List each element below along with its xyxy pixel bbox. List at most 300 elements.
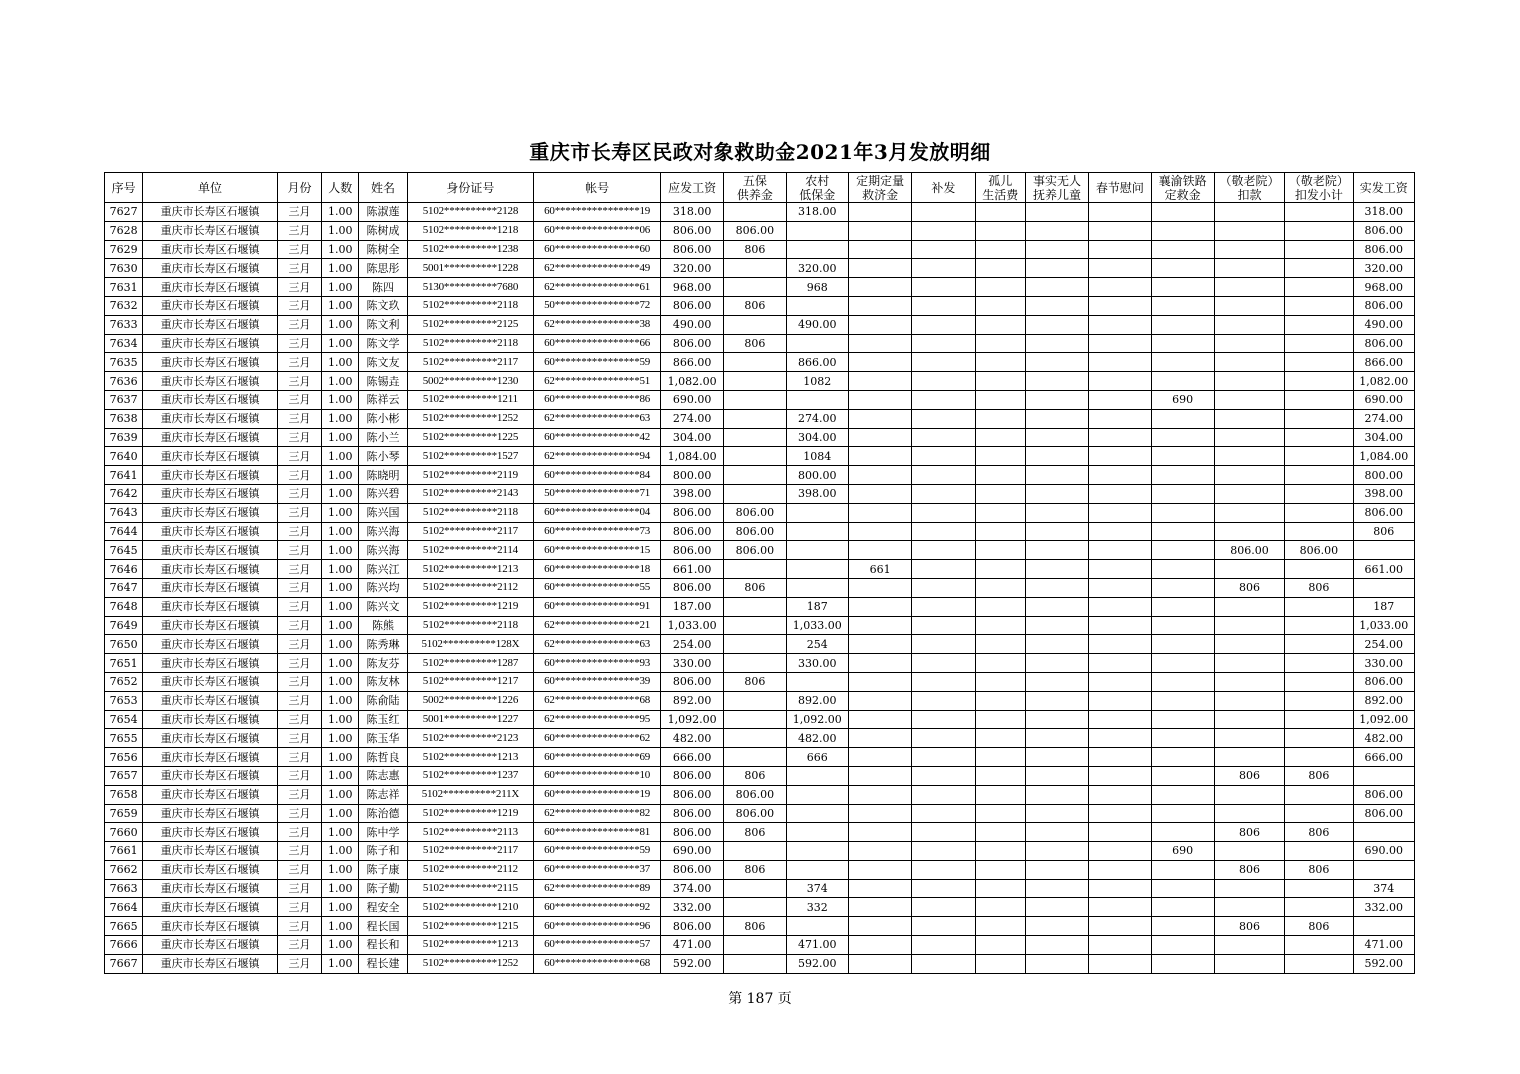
cell-jly-koufa <box>1285 654 1353 673</box>
cell-count: 1.00 <box>322 917 359 936</box>
cell-shishi <box>1025 748 1088 767</box>
cell-name: 陈玉华 <box>359 729 407 748</box>
cell-bufa <box>912 804 975 823</box>
cell-count: 1.00 <box>322 278 359 297</box>
cell-jly-koufa <box>1285 785 1353 804</box>
cell-account: 60****************96 <box>534 917 661 936</box>
cell-unit: 重庆市长寿区石堰镇 <box>143 917 278 936</box>
cell-count: 1.00 <box>322 447 359 466</box>
cell-dingqi <box>848 672 911 691</box>
cell-dingqi <box>848 203 911 222</box>
cell-jly-koufa: 806 <box>1285 917 1353 936</box>
cell-unit: 重庆市长寿区石堰镇 <box>143 484 278 503</box>
cell-actual <box>1353 917 1414 936</box>
cell-payable: 806.00 <box>660 578 723 597</box>
cell-jly-koufa <box>1285 240 1353 259</box>
cell-account: 60****************81 <box>534 823 661 842</box>
cell-dingqi <box>848 691 911 710</box>
cell-chunjie <box>1089 954 1151 973</box>
cell-shishi <box>1025 315 1088 334</box>
cell-dingqi <box>848 315 911 334</box>
cell-shishi <box>1025 296 1088 315</box>
cell-xiangyu <box>1151 710 1214 729</box>
cell-wubao <box>724 936 786 955</box>
cell-guer <box>975 654 1025 673</box>
cell-seq: 7665 <box>105 917 143 936</box>
cell-month: 三月 <box>277 954 321 973</box>
cell-wubao <box>724 390 786 409</box>
cell-jly-koufa <box>1285 936 1353 955</box>
cell-chunjie <box>1089 409 1151 428</box>
cell-seq: 7628 <box>105 221 143 240</box>
cell-bufa <box>912 278 975 297</box>
cell-dibao <box>786 578 848 597</box>
cell-name: 陈晓明 <box>359 466 407 485</box>
cell-wubao <box>724 560 786 579</box>
cell-seq: 7649 <box>105 616 143 635</box>
cell-wubao: 806 <box>724 672 786 691</box>
cell-dibao <box>786 672 848 691</box>
cell-jly-kouk <box>1214 447 1284 466</box>
cell-dingqi <box>848 334 911 353</box>
cell-guer <box>975 522 1025 541</box>
cell-name: 陈思彤 <box>359 259 407 278</box>
cell-dingqi <box>848 484 911 503</box>
cell-actual <box>1353 823 1414 842</box>
cell-account: 60****************86 <box>534 390 661 409</box>
cell-jly-kouk <box>1214 635 1284 654</box>
table-row <box>105 203 1415 222</box>
cell-dibao <box>786 804 848 823</box>
cell-shishi <box>1025 616 1088 635</box>
cell-account: 60****************42 <box>534 428 661 447</box>
header-chunjie: 春节慰问 <box>1089 173 1151 203</box>
cell-seq: 7640 <box>105 447 143 466</box>
cell-seq: 7660 <box>105 823 143 842</box>
cell-actual: 187 <box>1353 597 1414 616</box>
cell-seq: 7630 <box>105 259 143 278</box>
cell-count: 1.00 <box>322 522 359 541</box>
cell-account: 60****************37 <box>534 860 661 879</box>
cell-jly-koufa <box>1285 278 1353 297</box>
cell-month: 三月 <box>277 748 321 767</box>
cell-xiangyu <box>1151 823 1214 842</box>
cell-count: 1.00 <box>322 240 359 259</box>
cell-account: 60****************04 <box>534 503 661 522</box>
cell-xiangyu <box>1151 616 1214 635</box>
cell-id-number: 5102**********1237 <box>407 766 534 785</box>
cell-account: 60****************18 <box>534 560 661 579</box>
cell-seq: 7662 <box>105 860 143 879</box>
cell-xiangyu <box>1151 259 1214 278</box>
payment-table <box>104 172 1415 974</box>
cell-bufa <box>912 898 975 917</box>
cell-account: 60****************69 <box>534 748 661 767</box>
table-row <box>105 785 1415 804</box>
cell-dingqi <box>848 221 911 240</box>
cell-jly-kouk <box>1214 278 1284 297</box>
cell-jly-koufa <box>1285 372 1353 391</box>
cell-jly-koufa <box>1285 954 1353 973</box>
cell-dibao <box>786 334 848 353</box>
cell-jly-koufa <box>1285 428 1353 447</box>
cell-account: 60****************92 <box>534 898 661 917</box>
cell-shishi <box>1025 879 1088 898</box>
cell-month: 三月 <box>277 221 321 240</box>
cell-jly-kouk <box>1214 691 1284 710</box>
cell-actual: 490.00 <box>1353 315 1414 334</box>
cell-wubao: 806.00 <box>724 804 786 823</box>
cell-id-number: 5102**********2125 <box>407 315 534 334</box>
cell-wubao <box>724 879 786 898</box>
cell-shishi <box>1025 541 1088 560</box>
cell-dibao <box>786 296 848 315</box>
cell-payable: 806.00 <box>660 503 723 522</box>
cell-actual: 690.00 <box>1353 842 1414 861</box>
cell-bufa <box>912 879 975 898</box>
cell-dingqi <box>848 954 911 973</box>
cell-dibao: 320.00 <box>786 259 848 278</box>
cell-guer <box>975 278 1025 297</box>
cell-month: 三月 <box>277 240 321 259</box>
cell-wubao <box>724 729 786 748</box>
cell-bufa <box>912 409 975 428</box>
cell-id-number: 5130**********7680 <box>407 278 534 297</box>
cell-payable: 1,092.00 <box>660 710 723 729</box>
cell-wubao <box>724 654 786 673</box>
cell-jly-kouk <box>1214 710 1284 729</box>
cell-guer <box>975 936 1025 955</box>
cell-jly-koufa <box>1285 560 1353 579</box>
table-row <box>105 672 1415 691</box>
cell-jly-koufa <box>1285 879 1353 898</box>
table-row <box>105 428 1415 447</box>
cell-account: 60****************39 <box>534 672 661 691</box>
cell-count: 1.00 <box>322 691 359 710</box>
cell-count: 1.00 <box>322 710 359 729</box>
cell-shishi <box>1025 936 1088 955</box>
table-row <box>105 860 1415 879</box>
cell-chunjie <box>1089 710 1151 729</box>
cell-id-number: 5102**********2117 <box>407 522 534 541</box>
cell-bufa <box>912 917 975 936</box>
cell-count: 1.00 <box>322 203 359 222</box>
cell-month: 三月 <box>277 409 321 428</box>
cell-dibao <box>786 390 848 409</box>
cell-chunjie <box>1089 334 1151 353</box>
cell-jly-koufa <box>1285 710 1353 729</box>
cell-dingqi <box>848 823 911 842</box>
cell-guer <box>975 466 1025 485</box>
cell-seq: 7638 <box>105 409 143 428</box>
cell-xiangyu <box>1151 409 1214 428</box>
cell-jly-kouk <box>1214 936 1284 955</box>
cell-jly-kouk: 806 <box>1214 766 1284 785</box>
cell-bufa <box>912 353 975 372</box>
cell-xiangyu <box>1151 484 1214 503</box>
table-row <box>105 823 1415 842</box>
cell-actual: 318.00 <box>1353 203 1414 222</box>
cell-count: 1.00 <box>322 654 359 673</box>
cell-guer <box>975 560 1025 579</box>
cell-wubao: 806.00 <box>724 785 786 804</box>
cell-chunjie <box>1089 842 1151 861</box>
cell-actual: 666.00 <box>1353 748 1414 767</box>
cell-chunjie <box>1089 466 1151 485</box>
cell-wubao: 806 <box>724 240 786 259</box>
table-header <box>105 173 1415 203</box>
cell-id-number: 5102**********2143 <box>407 484 534 503</box>
cell-actual: 1,084.00 <box>1353 447 1414 466</box>
cell-account: 60****************62 <box>534 729 661 748</box>
cell-unit: 重庆市长寿区石堰镇 <box>143 221 278 240</box>
cell-bufa <box>912 748 975 767</box>
cell-dibao: 254 <box>786 635 848 654</box>
cell-unit: 重庆市长寿区石堰镇 <box>143 522 278 541</box>
cell-jly-kouk <box>1214 221 1284 240</box>
cell-count: 1.00 <box>322 842 359 861</box>
cell-month: 三月 <box>277 503 321 522</box>
cell-xiangyu <box>1151 766 1214 785</box>
cell-guer <box>975 372 1025 391</box>
cell-seq: 7646 <box>105 560 143 579</box>
cell-name: 陈树全 <box>359 240 407 259</box>
cell-chunjie <box>1089 522 1151 541</box>
cell-jly-kouk <box>1214 898 1284 917</box>
cell-shishi <box>1025 954 1088 973</box>
cell-payable: 374.00 <box>660 879 723 898</box>
cell-account: 60****************91 <box>534 597 661 616</box>
cell-seq: 7634 <box>105 334 143 353</box>
cell-actual: 661.00 <box>1353 560 1414 579</box>
cell-actual: 332.00 <box>1353 898 1414 917</box>
cell-name: 陈友芬 <box>359 654 407 673</box>
page-number: 第 187 页 <box>728 991 792 1007</box>
cell-unit: 重庆市长寿区石堰镇 <box>143 616 278 635</box>
cell-guer <box>975 240 1025 259</box>
cell-chunjie <box>1089 296 1151 315</box>
cell-guer <box>975 898 1025 917</box>
cell-chunjie <box>1089 278 1151 297</box>
cell-dibao: 1082 <box>786 372 848 391</box>
cell-id-number: 5002**********1226 <box>407 691 534 710</box>
cell-month: 三月 <box>277 541 321 560</box>
cell-seq: 7645 <box>105 541 143 560</box>
cell-month: 三月 <box>277 390 321 409</box>
cell-count: 1.00 <box>322 635 359 654</box>
cell-xiangyu <box>1151 428 1214 447</box>
cell-guer <box>975 879 1025 898</box>
cell-count: 1.00 <box>322 560 359 579</box>
cell-dingqi <box>848 278 911 297</box>
cell-unit: 重庆市长寿区石堰镇 <box>143 823 278 842</box>
cell-unit: 重庆市长寿区石堰镇 <box>143 240 278 259</box>
table-row <box>105 729 1415 748</box>
header-dibao: 农村 低保金 <box>786 173 848 203</box>
cell-unit: 重庆市长寿区石堰镇 <box>143 353 278 372</box>
cell-count: 1.00 <box>322 353 359 372</box>
cell-seq: 7653 <box>105 691 143 710</box>
cell-unit: 重庆市长寿区石堰镇 <box>143 372 278 391</box>
table-row <box>105 522 1415 541</box>
cell-actual: 806.00 <box>1353 221 1414 240</box>
cell-unit: 重庆市长寿区石堰镇 <box>143 936 278 955</box>
cell-dingqi <box>848 860 911 879</box>
cell-guer <box>975 616 1025 635</box>
cell-id-number: 5102**********2113 <box>407 823 534 842</box>
cell-xiangyu <box>1151 578 1214 597</box>
cell-dingqi <box>848 748 911 767</box>
table-row <box>105 654 1415 673</box>
cell-bufa <box>912 372 975 391</box>
cell-name: 程长国 <box>359 917 407 936</box>
cell-id-number: 5002**********1230 <box>407 372 534 391</box>
cell-id-number: 5102**********2115 <box>407 879 534 898</box>
header-actual: 实发工资 <box>1353 173 1414 203</box>
cell-shishi <box>1025 635 1088 654</box>
cell-month: 三月 <box>277 560 321 579</box>
cell-xiangyu <box>1151 447 1214 466</box>
cell-jly-kouk <box>1214 334 1284 353</box>
cell-shishi <box>1025 259 1088 278</box>
cell-jly-koufa <box>1285 334 1353 353</box>
cell-jly-koufa <box>1285 315 1353 334</box>
cell-guer <box>975 710 1025 729</box>
cell-count: 1.00 <box>322 466 359 485</box>
cell-month: 三月 <box>277 898 321 917</box>
cell-xiangyu <box>1151 691 1214 710</box>
cell-actual: 806.00 <box>1353 804 1414 823</box>
cell-account: 62****************38 <box>534 315 661 334</box>
cell-guer <box>975 428 1025 447</box>
cell-count: 1.00 <box>322 221 359 240</box>
cell-count: 1.00 <box>322 259 359 278</box>
cell-actual: 690.00 <box>1353 390 1414 409</box>
cell-dingqi <box>848 259 911 278</box>
cell-jly-kouk <box>1214 785 1284 804</box>
cell-jly-kouk <box>1214 390 1284 409</box>
cell-dibao: 187 <box>786 597 848 616</box>
cell-wubao <box>724 466 786 485</box>
cell-chunjie <box>1089 428 1151 447</box>
cell-unit: 重庆市长寿区石堰镇 <box>143 635 278 654</box>
cell-count: 1.00 <box>322 860 359 879</box>
cell-dingqi <box>848 578 911 597</box>
cell-name: 陈小琴 <box>359 447 407 466</box>
cell-unit: 重庆市长寿区石堰镇 <box>143 729 278 748</box>
cell-account: 62****************63 <box>534 635 661 654</box>
cell-wubao <box>724 484 786 503</box>
cell-name: 陈秀琳 <box>359 635 407 654</box>
table-row <box>105 616 1415 635</box>
cell-jly-koufa <box>1285 466 1353 485</box>
cell-chunjie <box>1089 823 1151 842</box>
cell-xiangyu <box>1151 860 1214 879</box>
cell-guer <box>975 597 1025 616</box>
cell-account: 60****************19 <box>534 785 661 804</box>
cell-payable: 806.00 <box>660 917 723 936</box>
cell-count: 1.00 <box>322 315 359 334</box>
cell-account: 60****************59 <box>534 842 661 861</box>
header-xiangyu: 襄渝铁路 定救金 <box>1151 173 1214 203</box>
cell-jly-koufa: 806 <box>1285 860 1353 879</box>
cell-id-number: 5102**********2112 <box>407 578 534 597</box>
cell-jly-koufa <box>1285 447 1353 466</box>
cell-actual: 374 <box>1353 879 1414 898</box>
header-payable: 应发工资 <box>660 173 723 203</box>
cell-unit: 重庆市长寿区石堰镇 <box>143 954 278 973</box>
cell-chunjie <box>1089 804 1151 823</box>
cell-chunjie <box>1089 616 1151 635</box>
cell-unit: 重庆市长寿区石堰镇 <box>143 259 278 278</box>
cell-guer <box>975 409 1025 428</box>
cell-name: 陈四 <box>359 278 407 297</box>
cell-name: 程安全 <box>359 898 407 917</box>
cell-bufa <box>912 691 975 710</box>
document-title: 重庆市长寿区民政对象救助金2021年3月发放明细 <box>529 140 991 164</box>
table-row <box>105 748 1415 767</box>
cell-bufa <box>912 447 975 466</box>
cell-payable: 330.00 <box>660 654 723 673</box>
cell-chunjie <box>1089 484 1151 503</box>
cell-unit: 重庆市长寿区石堰镇 <box>143 466 278 485</box>
header-wubao: 五保 供养金 <box>724 173 786 203</box>
cell-jly-koufa <box>1285 898 1353 917</box>
cell-id-number: 5102**********1215 <box>407 917 534 936</box>
cell-jly-kouk <box>1214 484 1284 503</box>
cell-unit: 重庆市长寿区石堰镇 <box>143 296 278 315</box>
cell-bufa <box>912 428 975 447</box>
cell-account: 62****************68 <box>534 691 661 710</box>
cell-count: 1.00 <box>322 334 359 353</box>
cell-id-number: 5102**********1219 <box>407 597 534 616</box>
cell-chunjie <box>1089 203 1151 222</box>
cell-chunjie <box>1089 766 1151 785</box>
cell-actual: 398.00 <box>1353 484 1414 503</box>
cell-shishi <box>1025 466 1088 485</box>
cell-shishi <box>1025 372 1088 391</box>
table-row <box>105 635 1415 654</box>
cell-count: 1.00 <box>322 484 359 503</box>
cell-seq: 7632 <box>105 296 143 315</box>
cell-chunjie <box>1089 221 1151 240</box>
cell-actual: 806.00 <box>1353 296 1414 315</box>
cell-seq: 7655 <box>105 729 143 748</box>
cell-month: 三月 <box>277 729 321 748</box>
cell-guer <box>975 785 1025 804</box>
cell-dingqi <box>848 766 911 785</box>
cell-bufa <box>912 597 975 616</box>
cell-payable: 690.00 <box>660 842 723 861</box>
cell-xiangyu <box>1151 296 1214 315</box>
cell-month: 三月 <box>277 691 321 710</box>
cell-dingqi <box>848 804 911 823</box>
cell-shishi <box>1025 278 1088 297</box>
cell-dingqi <box>848 597 911 616</box>
cell-shishi <box>1025 860 1088 879</box>
cell-payable: 806.00 <box>660 672 723 691</box>
cell-month: 三月 <box>277 616 321 635</box>
cell-name: 陈兴文 <box>359 597 407 616</box>
cell-account: 50****************72 <box>534 296 661 315</box>
cell-month: 三月 <box>277 860 321 879</box>
cell-id-number: 5102**********2118 <box>407 616 534 635</box>
cell-dingqi <box>848 353 911 372</box>
cell-payable: 806.00 <box>660 541 723 560</box>
cell-name: 陈俞陆 <box>359 691 407 710</box>
cell-actual: 254.00 <box>1353 635 1414 654</box>
cell-count: 1.00 <box>322 672 359 691</box>
